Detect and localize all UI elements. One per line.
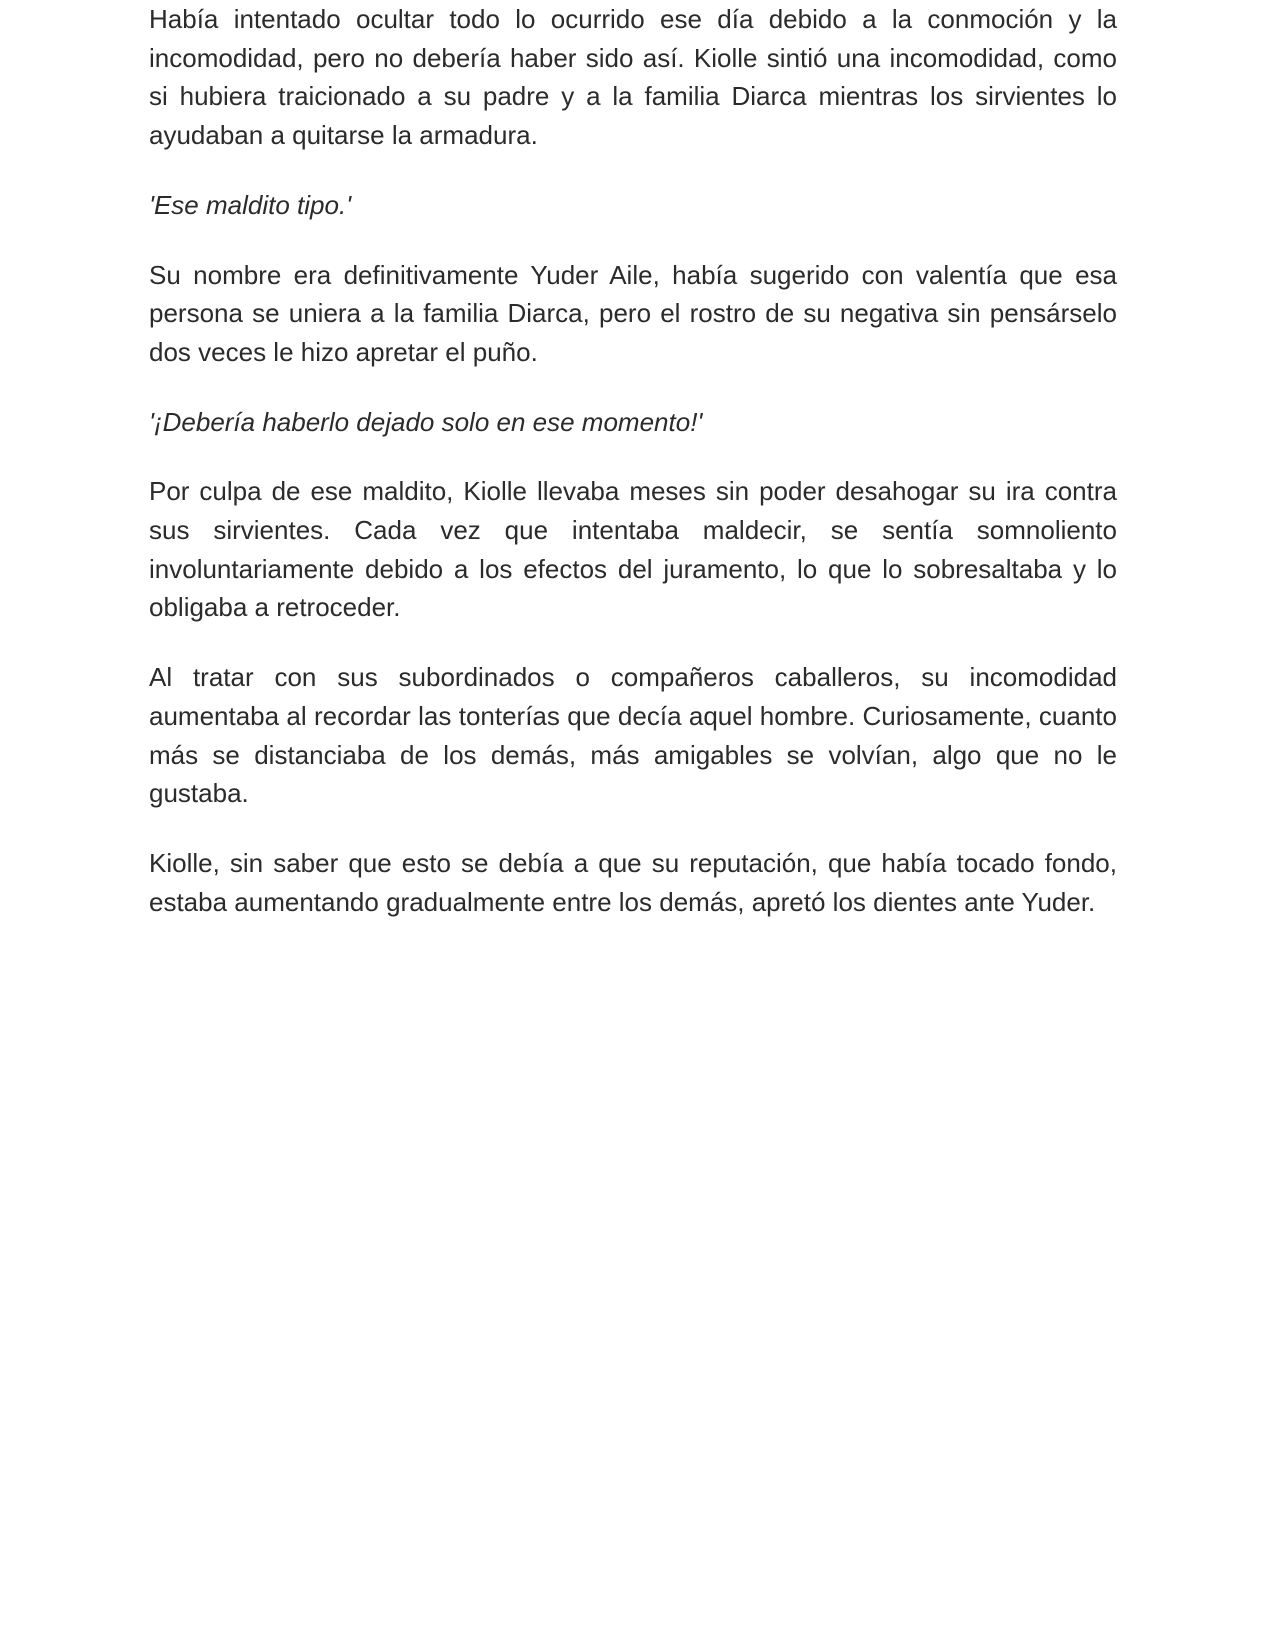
paragraph: Por culpa de ese maldito, Kiolle llevaba meses sin poder desahogar su ira contra sus sirvientes. Cada vez que intentaba maldecir, se sentía somnoliento involuntariamente debido a los efectos del juramento, lo que lo sobresaltaba y lo obligaba a retroceder. <box>149 476 1117 623</box>
italic-thought: 'Ese maldito tipo.' <box>149 189 352 220</box>
paragraph: Había intentado ocultar todo lo ocurrido ese día debido a la conmoción y la incomodidad, pero no debería haber sido así. Kiolle sintió una incomodidad, como si hubiera traicionado a su padre y a la familia Diarca mientras los sirvientes lo ayudaban a quitarse la armadura. <box>149 4 1117 151</box>
paragraph: Kiolle, sin saber que esto se debía a que su reputación, que había tocado fondo, estaba aumentando gradualmente entre los demás, apretó los dientes ante Yuder. <box>149 847 1117 917</box>
paragraph: Al tratar con sus subordinados o compañeros caballeros, su incomodidad aumentaba al recordar las tonterías que decía aquel hombre. Curiosamente, cuanto más se distanciaba de los demás, más amigables se volvían, algo que no le gustaba. <box>149 662 1117 809</box>
document-page <box>149 0 1117 952</box>
italic-thought: '¡Debería haberlo dejado solo en ese momento!' <box>149 406 703 437</box>
paragraph: Su nombre era definitivamente Yuder Aile, había sugerido con valentía que esa persona se uniera a la familia Diarca, pero el rostro de su negativa sin pensárselo dos veces le hizo apretar el puño. <box>149 259 1117 367</box>
